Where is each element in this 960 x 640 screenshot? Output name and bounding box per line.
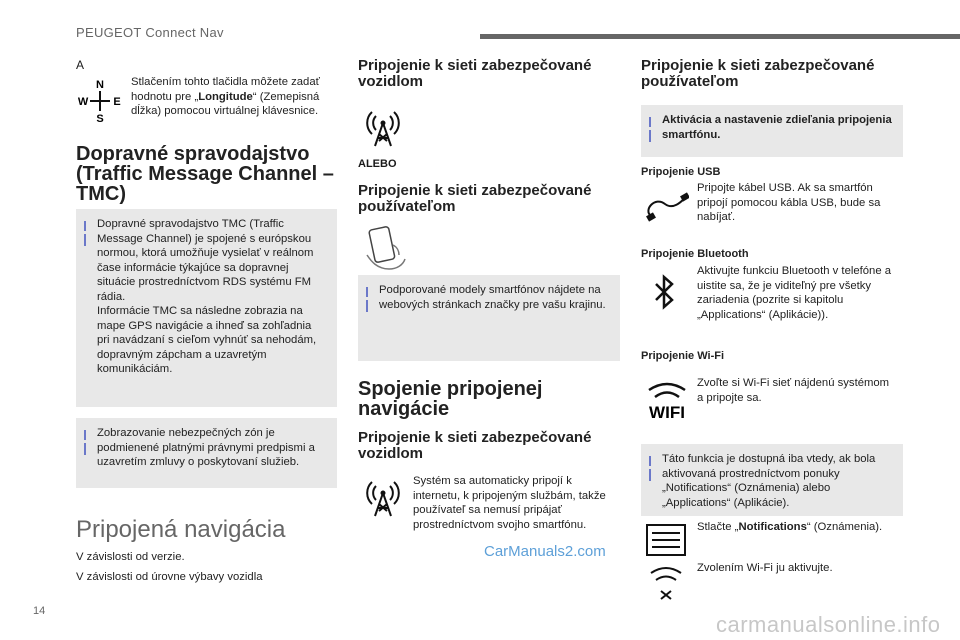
antenna-icon	[363, 108, 403, 148]
carmanuals-watermark[interactable]: CarManuals2.com	[484, 543, 606, 560]
header-rule	[480, 34, 960, 39]
label-a: A	[76, 58, 85, 72]
bluetooth-icon	[652, 274, 676, 310]
supported-phones-note: Podporované modely smartfónov nájdete na webových stránkach značky pre vašu krajinu.	[358, 275, 620, 361]
running-header: PEUGEOT Connect Nav	[76, 25, 224, 40]
alebo-label: ALEBO	[358, 158, 397, 170]
version-text: V závislosti od verzie.	[76, 551, 185, 563]
bluetooth-text: Aktivujte funkciu Bluetooth v telefóne a uistite sa, že je viditeľný pre všetky zariadenia (pozrite si kapitolu „Applications“ (Aplikácie)).	[697, 265, 892, 321]
wifi-label: Pripojenie Wi-Fi	[641, 350, 725, 362]
page-number: 14	[33, 605, 46, 617]
select-wifi-text: Zvolením Wi-Fi ju aktivujte.	[697, 562, 833, 574]
svg-text:W: W	[78, 96, 89, 108]
equipment-text: V závislosti od úrovne výbavy vozidla	[76, 571, 263, 583]
usb-cable-icon	[645, 192, 689, 222]
press-notifications-text: Stlačte „Notifications“ (Oznámenia).	[697, 521, 883, 533]
vehicle-connection-heading-2: Pripojenie k sieti zabezpečované vozidlom	[358, 429, 592, 462]
longitude-text: Stlačením tohto tlačidla môžete zadať hodnotu pre „Longitude“ (Zemepisná dĺžka) pomocou virtuálnej klávesnice.	[131, 76, 320, 117]
function-availability-note: Táto funkcia je dostupná iba vtedy, ak bola aktivovaná prostredníctvom ponuky „Notifications“ (Oznámenia) alebo „Applications“ (Aplikácie).	[641, 444, 903, 516]
svg-text:WIFI: WIFI	[649, 403, 685, 420]
vehicle-connection-heading: Pripojenie k sieti zabezpečované vozidlom	[358, 57, 592, 90]
wifi-off-icon	[648, 565, 684, 601]
user-connection-heading: Pripojenie k sieti zabezpečované používateľom	[358, 182, 592, 215]
notifications-list-icon	[646, 524, 686, 556]
tmc-heading: Dopravné spravodajstvo (Traffic Message Channel – TMC)	[76, 143, 334, 205]
smartphone-in-hand-icon	[363, 225, 409, 273]
svg-text:S: S	[96, 113, 104, 123]
svg-text:E: E	[113, 96, 121, 108]
wifi-icon	[645, 380, 689, 420]
wifi-text: Zvoľte si Wi-Fi sieť nájdenú systémom a pripojte sa.	[697, 377, 890, 404]
connected-nav-heading: Pripojená navigácia	[76, 516, 286, 543]
usb-label: Pripojenie USB	[641, 166, 721, 178]
tmc-note	[76, 209, 337, 407]
svg-text:N: N	[96, 79, 104, 91]
tmc-note-text-2: Informácie TMC sa následne zobrazia na mape GPS navigácie a ihneď sa zohľadnia pri navádzaní s cieľom vyhnúť sa nehodám, dopravným zápcham a uzavretým komunikáciám.	[97, 305, 317, 375]
bluetooth-label: Pripojenie Bluetooth	[641, 248, 749, 260]
activation-note: Aktivácia a nastavenie zdieľania pripojenia smartfónu.	[641, 105, 903, 157]
antenna-icon	[363, 478, 403, 518]
hazard-note: Zobrazovanie nebezpečných zón je podmienené platnými právnymi predpismi a uzavretím zmluvy o poskytovaní služieb.	[76, 418, 337, 488]
user-connection-heading-right: Pripojenie k sieti zabezpečované používateľom	[641, 57, 875, 90]
site-watermark: carmanualsonline.info	[716, 612, 941, 637]
tmc-note-text-1: Dopravné spravodajstvo TMC (Traffic Message Channel) je spojené s európskou normou, ktorá umožňuje vysielať v reálnom čase informácie týkajúce sa dopravnej situácie prostredníctvom RDS systému FM rádia.	[97, 218, 314, 303]
connect-nav-heading: Spojenie pripojenej navigácie	[358, 378, 543, 420]
compass-nswe-icon	[78, 79, 122, 123]
auto-connect-text: Systém sa automaticky pripojí k internetu, k pripojeným službám, takže používateľ sa nemusí pripájať prostredníctvom svojho smartfónu.	[413, 475, 606, 531]
usb-text: Pripojte kábel USB. Ak sa smartfón pripojí pomocou kábla USB, bude sa nabíjať.	[697, 182, 881, 223]
